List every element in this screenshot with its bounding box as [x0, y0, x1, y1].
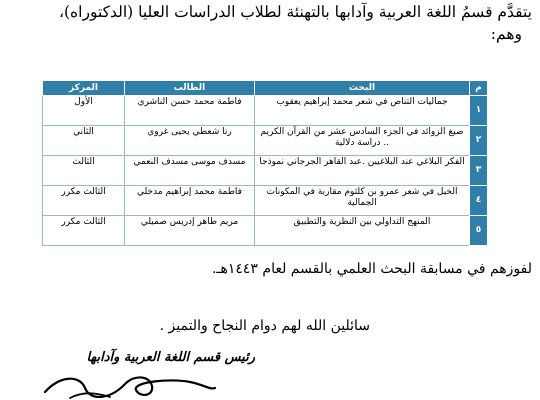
- row-num: ٤: [470, 186, 488, 216]
- row-num: ٣: [470, 156, 488, 186]
- row-rank: الثالث: [43, 156, 125, 186]
- header-rank: المركز: [43, 81, 125, 96]
- intro-line-1: يتقدَّم قسمُ اللغة العربية وآدابها بالتهنئة لطلاب الدراسات العليا (الدكتوراه)،: [58, 3, 532, 21]
- row-student: فاطمة محمد إبراهيم مدخلي: [125, 186, 255, 216]
- row-student: مسدف موسى مسدف النعمي: [125, 156, 255, 186]
- table-row: [43, 216, 488, 246]
- row-num: ٢: [470, 126, 488, 156]
- header-student: الطالب: [125, 81, 255, 96]
- row-research: جماليات التناص في شعر محمد إبراهيم يعقوب: [255, 96, 470, 126]
- table-row: [43, 186, 488, 216]
- header-num: م: [470, 81, 488, 96]
- handwritten-signature: [40, 370, 220, 400]
- row-rank: الثالث مكرر: [43, 186, 125, 216]
- row-rank: الأول: [43, 96, 125, 126]
- table-row: [43, 126, 488, 156]
- congratulations-text: لفوزهم في مسابقة البحث العلمي بالقسم لعام ١٤٤٣هـ.: [211, 261, 532, 277]
- intro-line-2: وهم:: [490, 25, 522, 43]
- row-research: المنهج التداولي بين النظرية والتطبيق: [255, 216, 470, 246]
- row-research: الخيل في شعر عمرو بن كلثوم مقاربة في المكونات الجمالية: [255, 186, 470, 216]
- table-header-row: [43, 81, 488, 96]
- table-row: [43, 96, 488, 126]
- row-rank: الثالث مكرر: [43, 216, 125, 246]
- row-research: صيغ الزوائد في الجزء السادس عشر من القرآن الكريم .. دراسة دلالية: [255, 126, 470, 156]
- row-num: ٥: [470, 216, 488, 246]
- table-row: [43, 156, 488, 186]
- row-research: الفكر البلاغي عند البلاغيين .عبد القاهر الجرجاني نموذجا: [255, 156, 470, 186]
- row-student: رنا شعطي يحيى غروي: [125, 126, 255, 156]
- header-research: البحث: [255, 81, 470, 96]
- department-head-title: رئيس قسم اللغة العربية وآدابها: [86, 350, 255, 365]
- row-student: فاطمة محمد حسن الناشري: [125, 96, 255, 126]
- wish-text: سائلين الله لهم دوام النجاح والتميز .: [159, 318, 370, 334]
- row-student: مريم طاهر إدريس صميلي: [125, 216, 255, 246]
- row-num: ١: [470, 96, 488, 126]
- row-rank: الثاني: [43, 126, 125, 156]
- winners-table: [42, 80, 488, 246]
